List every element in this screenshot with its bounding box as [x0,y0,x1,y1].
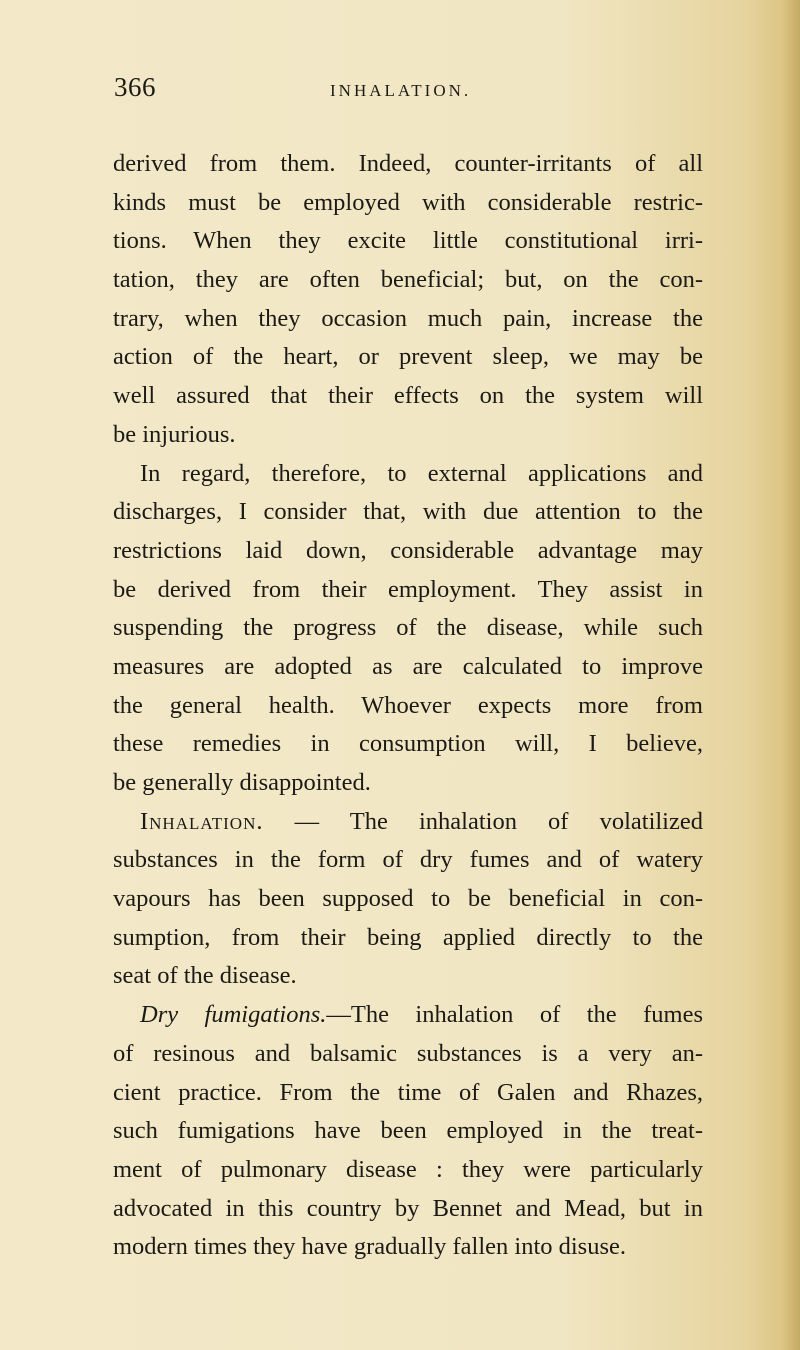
body-text [113,145,703,1267]
page-number: 366 [114,72,156,102]
text-line: restrictions laid down, considerable advantage may [113,536,703,564]
section-heading-inhalation: Inhalation. [140,807,264,835]
text-line: measures are adopted as are calculated to improve [113,652,703,680]
paragraph-inhalation [113,803,703,996]
text-line: trary, when they occasion much pain, increase the [113,304,703,332]
text-line: seat of the disease. [113,962,297,990]
text-line: these remedies in consumption will, I believe, [113,730,703,758]
text-line: In regard, therefore, to external applications and [140,459,703,487]
page-header [108,72,708,112]
text-line [113,803,703,842]
text-line: well assured that their effects on the system will [113,382,703,410]
heading-line-rest: —The inhalation of the fumes [326,1001,703,1029]
text-line: ment of pulmonary disease : they were particularly [113,1155,703,1183]
text-line: be injurious. [113,420,236,448]
text-line: sumption, from their being applied directly to the [113,923,703,951]
paragraph-dry-fumigations [113,996,703,1267]
text-line: tions. When they excite little constitutional irri- [113,227,703,255]
text-line: such fumigations have been employed in the treat- [113,1117,703,1145]
text-line: be derived from their employment. They assist in [113,575,703,603]
text-line: of resinous and balsamic substances is a very an- [113,1039,703,1067]
text-line: substances in the form of dry fumes and of watery [113,846,703,874]
text-line: advocated in this country by Bennet and Mead, but in [113,1194,703,1222]
text-line: discharges, I consider that, with due attention to the [113,498,703,526]
text-line [113,996,703,1035]
text-line: cient practice. From the time of Galen and Rhazes, [113,1078,703,1106]
heading-line-rest: — The inhalation of volatilized [263,807,703,835]
running-title: INHALATION. [330,81,472,100]
text-line: kinds must be employed with considerable restric- [113,188,703,216]
section-heading-dry-fumigations: Dry fumigations. [140,1001,327,1029]
text-line: vapours has been supposed to be beneficial in con- [113,885,703,913]
text-line: be generally disappointed. [113,769,371,796]
text-line: suspending the progress of the disease, while such [113,614,703,642]
paragraph-1 [113,145,703,455]
text-line: derived from them. Indeed, counter-irritants of all [113,150,703,177]
page-edge-shadow [782,0,800,1350]
text-line: modern times they have gradually fallen into disuse. [113,1233,627,1261]
text-line: tation, they are often beneficial; but, on the con- [113,266,703,294]
text-line: the general health. Whoever expects more from [113,691,703,719]
text-line: action of the heart, or prevent sleep, we may be [113,343,703,371]
paragraph-2 [113,455,703,803]
